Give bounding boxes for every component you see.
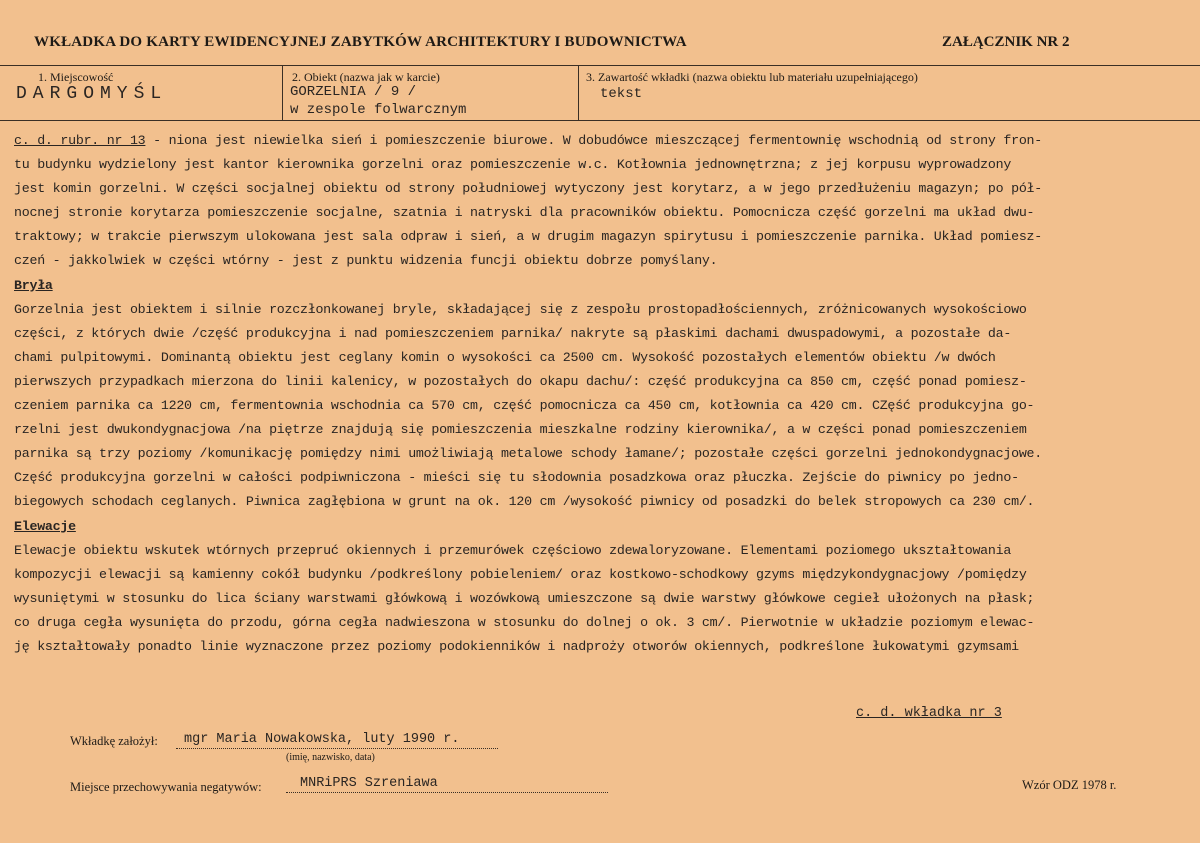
section-heading-bryla: Bryła [14, 277, 53, 293]
founded-by-dotline [176, 748, 498, 749]
field-divider-2 [578, 66, 579, 120]
body-line: rzelni jest dwukondygnacjowa /na piętrze znajdują się pomieszczenia mieszkalne rodziny kierownika/, a w części ponad pomieszczeniem [14, 422, 1027, 438]
founded-by-value: mgr Maria Nowakowska, luty 1990 r. [184, 732, 460, 747]
body-line: Część produkcyjna gorzelni w całości podpiwniczona - mieści się tu słodownia posadzkowa oraz płuczka. Zejście do piwnicy po jedno- [14, 470, 1019, 486]
paragraph-layout [14, 153, 1194, 273]
negatives-storage-value: MNRiPRS Szreniawa [300, 776, 438, 791]
continued-on-insert: c. d. wkładka nr 3 [856, 706, 1002, 721]
body-line: ję kształtowały ponadto linie wyznaczone przez poziomy podokienników i nadproży otworów okiennych, podkreślone łukowatymi gzymsami [14, 638, 1019, 654]
body-line: wysuniętymi w stosunku do lica ściany warstwami główkową i wozówkową umieszczone są dwie warstwy główkowe cegieł ułożonych na płask; [14, 590, 1035, 606]
body-line: tu budynku wydzielony jest kantor kierownika gorzelni oraz pomieszczenie w.c. Kotłownia jednownętrzna; z jej korpusu wyprowadzony [14, 157, 1012, 173]
body-line: czeniem parnika ca 1220 cm, fermentownia wschodnia ca 570 cm, część pomocnicza ca 450 cm, kotłownia ca 420 cm. CZęść produkcyjna go- [14, 398, 1035, 414]
body-line: chami pulpitowymi. Dominantą obiektu jest ceglany komin o wysokości ca 2500 cm. Wysokość pozostałych elementów obiektu /w dwóch [14, 349, 996, 365]
body-line: biegowych schodach ceglanych. Piwnica zagłębiona w grunt na ok. 120 cm /wysokość piwnicy od posadzki do belek stropowych ca 230 cm/. [14, 494, 1035, 510]
continuation-ref: c. d. rubr. nr 13 [14, 133, 146, 148]
field-1-value: DARGOMYŚL [16, 84, 168, 104]
field-3-label: 3. Zawartość wkładki (nazwa obiektu lub materiału uzupełniającego) [586, 70, 918, 84]
body-line: traktowy; w trakcie pierwszym ulokowana jest sala odpraw i sień, a w drugim magazyn spirytusu i pomieszczenie parnika. Układ pomiesz- [14, 229, 1043, 245]
body-line: części, z których dwie /część produkcyjna i nad pomieszczeniem parnika/ nakryte są płaskimi dachami dwuspadowymi, a pozostałe da- [14, 325, 1012, 341]
body-line: kompozycji elewacji są kamienny cokół budynku /podkreślony pobieleniem/ oraz kostkowo-schodkowy gzyms międzykondygnacjowy /pomiędzy [14, 566, 1027, 582]
body-line: co druga cegła wysunięta do przodu, górna cegła nadwieszona w stosunku do dolnej o ok. 3 cm/. Pierwotnie w układzie poziomym elewac- [14, 614, 1035, 630]
body-line: czeń - jakkolwiek w części wtórny - jest z punktu widzenia funcji obiektu dobrze pomyślany. [14, 253, 718, 269]
header-divider-top [0, 65, 1200, 66]
body-line: nocnej stronie korytarza pomieszczenie socjalne, szatnia i natryski dla pracowników obiektu. Pomocnicza część gorzelni ma układ dwu- [14, 205, 1035, 221]
founded-by-note: (imię, nazwisko, data) [286, 752, 375, 763]
body-line: parnika są trzy poziomy /komunikację pomiędzy nimi umożliwiają metalowe schody łamane/; pozostałe części gorzelni jednokondygnacjowe. [14, 446, 1043, 462]
field-2-value-line1: GORZELNIA / 9 / [290, 84, 417, 100]
body-text [14, 129, 1194, 659]
annex-number: ZAŁĄCZNIK NR 2 [942, 34, 1070, 50]
body-line: Elewacje obiektu wskutek wtórnych przepruć okiennych i przemurówek częściowo zdewaloryzowane. Elementami poziomego ukształtowania [14, 542, 1012, 558]
founded-by-label: Wkładkę założył: [70, 734, 158, 748]
field-3-value: tekst [600, 86, 643, 102]
body-line: jest komin gorzelni. W części socjalnej obiektu od strony południowej wytyczony jest korytarz, a w jego przedłużeniu magazyn; po pół- [14, 181, 1043, 197]
form-title: WKŁADKA DO KARTY EWIDENCYJNEJ ZABYTKÓW ARCHITEKTURY I BUDOWNICTWA [34, 34, 687, 50]
field-1-label: 1. Miejscowość [38, 70, 114, 84]
paragraph-elewacje [14, 539, 1194, 659]
field-2-value-line2: w zespole folwarcznym [290, 102, 467, 118]
negatives-storage-dotline [286, 792, 608, 793]
body-line: Gorzelnia jest obiektem i silnie rozczłonkowanej bryle, składającej się z zespołu prostopadłościennych, zróżnicowanych wysokościowo [14, 301, 1027, 317]
section-heading-elewacje: Elewacje [14, 518, 76, 534]
first-line-rest: - niona jest niewielka sień i pomieszczenie biurowe. W dobudówce mieszczącej fermentownię wschodnią od strony fron- [145, 133, 1043, 148]
body-line: pierwszych przypadkach mierzona do linii kalenicy, w pozostałych do okapu dachu/: część produkcyjna ca 850 cm, część ponad pomiesz- [14, 373, 1027, 389]
field-2-label: 2. Obiekt (nazwa jak w karcie) [292, 70, 440, 84]
form-template-id: Wzór ODZ 1978 r. [1022, 778, 1117, 792]
field-divider-1 [282, 66, 283, 120]
header-divider-bottom [0, 120, 1200, 121]
negatives-storage-label: Miejsce przechowywania negatywów: [70, 780, 262, 794]
paragraph-bryla [14, 298, 1194, 515]
body-line-first [14, 129, 1194, 153]
